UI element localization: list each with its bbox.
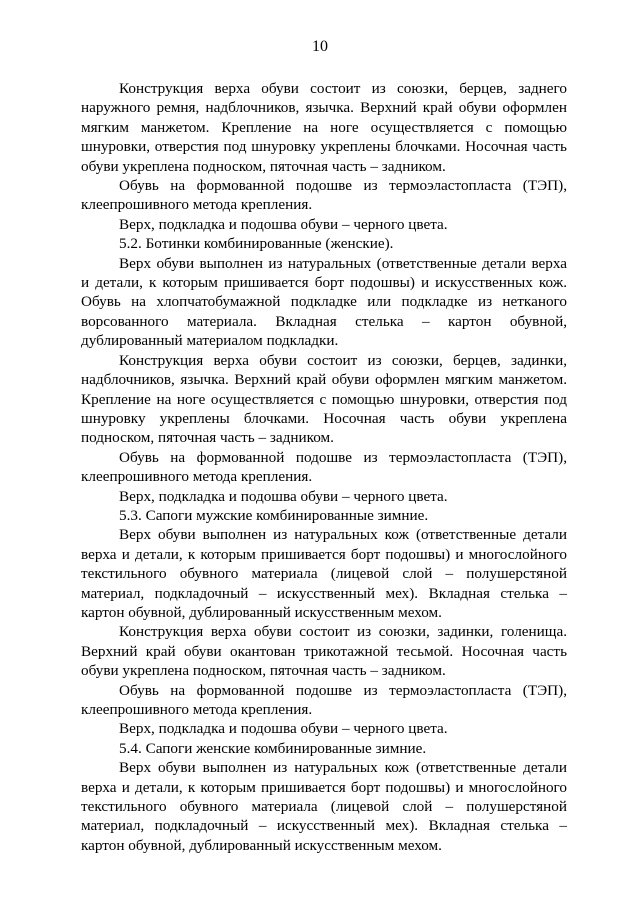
document-body [81,79,567,855]
paragraph: Конструкция верха обуви состоит из союзки, берцев, заднего наружного ремня, надблочников, язычка. Верхний край обуви оформлен мягким манжетом. Крепление на ноге осуществляется с помощью шнуровки, отверстия под шнуровку укреплены блочками. Носочная часть обуви укреплена подноском, пяточная часть – задником. [81,80,567,175]
paragraph: Конструкция верха обуви состоит из союзки, берцев, задинки, надблочников, язычка. Верхний край обуви оформлен мягким манжетом. Крепление на ноге осуществляется с помощью шнуровки, отверстия под шнуровку укреплены блочками. Носочная часть обуви укреплена подноском, пяточная часть – задником. [81,351,567,447]
paragraph: Верх обуви выполнен из натуральных (ответственные детали верха и детали, к которым пришивается борт подошвы) и искусственных кож. Обувь на хлопчатобумажной подкладке или подкладке из нетканого ворсованного материала. Вкладная стелька – картон обувной, дублированный материалом подкладки. [81,254,567,350]
paragraph: Верх, подкладка и подошва обуви – черного цвета. [119,487,448,505]
section-heading: 5.3. Сапоги мужские комбинированные зимние. [119,506,429,524]
paragraph: Верх обуви выполнен из натуральных кож (ответственные детали верха и детали, к которым пришивается борт подошвы) и многослойного текстильного обувного материала (лицевой слой – полушерстяной материал, подкладочный – искусственный мех). Вкладная стелька – картон обувной, дублированный искусственным мехом. [81,526,567,621]
paragraph: Верх обуви выполнен из натуральных кож (ответственные детали верха и детали, к которым пришивается борт подошвы) и многослойного текстильного обувного материала (лицевой слой – полушерстяной материал, подкладочный – искусственный мех). Вкладная стелька – картон обувной, дублированный искусственным мехом. [81,759,567,854]
page-number: 10 [312,38,328,55]
paragraph: Верх, подкладка и подошва обуви – черного цвета. [119,720,448,738]
section-heading: 5.4. Сапоги женские комбинированные зимние. [119,739,427,757]
paragraph: Обувь на формованной подошве из термоэластопласта (ТЭП), клеепрошивного метода крепления. [81,681,567,718]
paragraph: Обувь на формованной подошве из термоэластопласта (ТЭП), клеепрошивного метода крепления. [81,448,567,486]
paragraph: Обувь на формованной подошве из термоэластопласта (ТЭП), клеепрошивного метода крепления. [81,177,567,214]
paragraph: Верх, подкладка и подошва обуви – черного цвета. [119,215,448,233]
paragraph: Конструкция верха обуви состоит из союзки, задинки, голенища. Верхний край обуви окантован трикотажной тесьмой. Носочная часть обуви укреплена подноском, пяточная часть – задником. [81,623,567,680]
section-heading: 5.2. Ботинки комбинированные (женские). [119,235,394,253]
